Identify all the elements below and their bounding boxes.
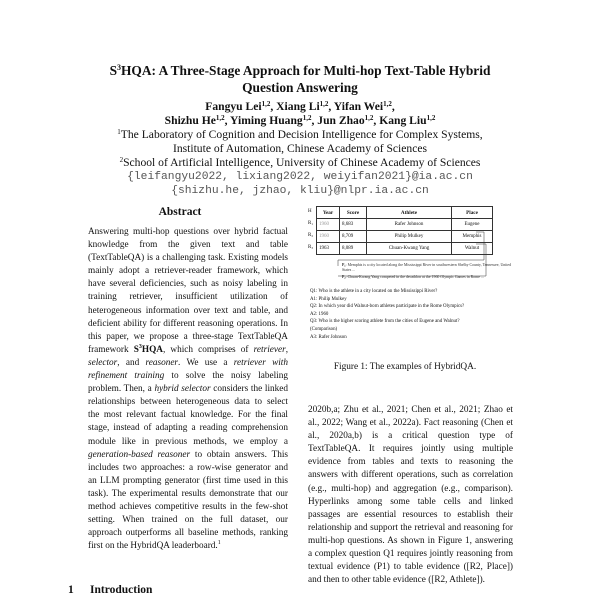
- cell-place: Eugene: [452, 219, 493, 231]
- row-label: R₃: [308, 245, 314, 250]
- col-header: Place: [452, 207, 493, 219]
- abstract-text: considers the linked relationships between heterogeneous data to select the most relevant factual knowledge. For the final stage, instead of adapting a reading comprehension module like in previous methods, we employ a: [88, 384, 288, 447]
- abstract-text: to obtain answers. This includes two approaches: a row-wise generator and an LLM prompting generator (first time used in this task). The experimental results demonstrate that our method achieves competitive results in the few-shot setting. When trained on the full dataset, our approach outperforms all baseline methods, ranking first on the HybridQA leaderboard.: [88, 449, 289, 552]
- author-aff: 1,2: [215, 114, 225, 122]
- passage-label: P₂: [342, 275, 346, 279]
- abstract-em: generation-based reasoner: [88, 449, 191, 460]
- abstract-em: retriever with refinement training: [88, 357, 288, 382]
- qa-line: Q2: In which year did Walnut-born athletes participate in the Rome Olympics?: [310, 304, 465, 310]
- title-sup: 3: [117, 63, 122, 72]
- authors-line2: Shizhu He$^{1,2}$, Yiming Huang$^{1,2}$, Jun Zhao$^{1,2}$, Kang Liu$^{1,2}$: [164, 114, 436, 127]
- abstract-heading: Abstract: [158, 206, 202, 218]
- section-number: 1: [68, 584, 74, 596]
- abstract-em: hybrid selector: [154, 384, 211, 395]
- row-label: R₁: [308, 221, 314, 226]
- col-header: Athlete: [367, 207, 452, 219]
- abstract-em: selector: [88, 357, 118, 368]
- qa-line: (Comparison): [310, 326, 338, 332]
- figure-1: [308, 200, 512, 348]
- col-header: Year: [317, 207, 340, 219]
- author-block: [40, 100, 560, 198]
- author-aff: 1,2: [426, 114, 436, 122]
- abstract-text: Answering multi-hop questions over hybrid factual knowledge from the given text and table (TextTableQA) is a challenging task. Existing models mainly adopt a retriever-reader framework, which have several deficiencies, such as noisy labeling in training retriever, insufficient utilization of heterogeneous information over text and table, and deficient ability for different reasoning operations. In this paper, we propose a three-stage TextTableQA framework: [88, 227, 288, 355]
- col-header: Score: [340, 207, 367, 219]
- author-name: Xiang Li: [276, 100, 320, 113]
- passage-text: : Memphis is a city located along the Mississippi River in southwestern Shelby County, Tennessee, United States ...: [342, 263, 512, 272]
- figure-caption: Figure 1: The examples of HybridQA.: [333, 362, 477, 372]
- author-name: Yifan Wei: [333, 100, 384, 113]
- qa-list: [310, 288, 520, 341]
- author-name: Shizhu He: [164, 114, 216, 127]
- author-aff: 1,2: [319, 100, 329, 108]
- cell-place: Walnut: [452, 243, 493, 255]
- abstract-em: reasoner: [145, 357, 179, 368]
- author-name: Kang Liu: [379, 114, 427, 127]
- abstract-text: . We use a: [178, 357, 234, 368]
- passage-text: : Chuan-Kwang Yang competed in the decathlon at the 1960 Olympic Games in Rome ...: [345, 275, 484, 279]
- author-name: Jun Zhao: [317, 114, 365, 127]
- cell-score: 8,089: [340, 243, 367, 255]
- link-arrow: [338, 232, 484, 266]
- qa-line: A2: 1960: [310, 311, 329, 317]
- affil-text: School of Artificial Intelligence, University of Chinese Academy of Sciences: [123, 156, 481, 169]
- title-line2: Question Answering: [242, 80, 358, 95]
- affil-text: The Laboratory of Cognition and Decision Intelligence for Complex Systems,: [120, 128, 483, 141]
- abstract-s-sup: 3: [138, 343, 142, 350]
- abstract-em: retriever: [253, 344, 286, 355]
- footnote-mark: 1: [217, 540, 221, 547]
- cell-athlete: Rafer Johnson: [367, 219, 452, 231]
- cell-athlete: Chuan-Kwang Yang: [367, 243, 452, 255]
- title-prefix: S: [109, 63, 118, 78]
- affiliation-2: [40, 156, 560, 170]
- cell-place: Memphis: [452, 231, 493, 243]
- row-label-header: H: [308, 209, 312, 214]
- paper-title: [60, 62, 540, 96]
- cell-score: 8,709: [340, 231, 367, 243]
- email-1: {leifangyu2022, lixiang2022, weiyifan2021}@ia.ac.cn: [127, 171, 473, 183]
- abstract-text: , and: [117, 357, 146, 368]
- affiliation-1b: Institute of Automation, Chinese Academy of Sciences: [172, 142, 428, 155]
- qa-line: Q1: Who is the athlete in a city located on the Mississippi River?: [310, 289, 438, 294]
- title-line1: HQA: A Three-Stage Approach for Multi-hop Text-Table Hybrid: [121, 63, 491, 78]
- section-title: Introduction: [90, 584, 153, 596]
- qa-line: A3: Rafer Johnson: [310, 334, 347, 340]
- author-aff: 1,2: [364, 114, 374, 122]
- section-heading-introduction: [68, 584, 152, 596]
- cell-year: 1960: [317, 231, 340, 243]
- passage-p2: [342, 275, 512, 280]
- cell-year: 1963: [317, 243, 340, 255]
- abstract-text: ,: [285, 344, 288, 355]
- passage-p1: [342, 263, 512, 273]
- cell-year: 1960: [317, 219, 340, 231]
- authors-line1: Fangyu Lei$^{1,2}$, Xiang Li$^{1,2}$, Yifan Wei$^{1,2}$,: [205, 100, 395, 113]
- abstract-s: S: [133, 344, 139, 355]
- qa-line: Q3: Who is the higher scoring athlete from the cities of Eugene and Walnut?: [310, 319, 460, 325]
- author-aff: 1,2: [302, 114, 312, 122]
- email-2: {shizhu.he, jzhao, kliu}@nlpr.ia.ac.cn: [171, 185, 429, 197]
- affiliation-1: [40, 128, 560, 142]
- cell-athlete: Philip Mulkey: [367, 231, 452, 243]
- qa-line: A1: Philip Mulkey: [310, 296, 347, 302]
- author-aff: 1,2: [383, 100, 392, 108]
- passage-label: P₁: [342, 263, 346, 267]
- cell-score: 8,683: [340, 219, 367, 231]
- row-label: R₂: [308, 233, 314, 238]
- abstract-text: , which comprises of: [162, 344, 254, 355]
- abstract-body: [88, 226, 288, 553]
- abstract-hqa: HQA: [141, 344, 163, 355]
- author-aff: 1,2: [261, 100, 271, 108]
- author-name: Fangyu Lei: [205, 100, 262, 113]
- abstract-text: to solve the noisy labeling problem. Then, a: [88, 371, 288, 395]
- affil-num: 2: [119, 156, 124, 164]
- intro-body-text: 2020b,a; Zhu et al., 2021; Chen et al., 2021; Zhao et al., 2022; Wang et al., 2022a). Fact reasoning (Chen et al., 2020a,b) is a critical question type of TextTableQA. It requires jointly using multiple evidence from tables and texts to reasoning the answers with different operations, such as correlation (e.g., multi-hop) and aggregation (e.g., comparison). Hyperlinks among some table cells and linked passages are essential resources to establish their relationship and support the retrieval and reasoning for multi-hop questions. As shown in Figure 1, answering a complex question Q1 requires jointly reasoning from textual evidence (P1) to table evidence ([R2, Place]) and then to other table evidence ([R2, Athlete]).: [308, 405, 513, 586]
- author-name: Yiming Huang: [230, 114, 303, 127]
- affil-num: 1: [117, 128, 121, 136]
